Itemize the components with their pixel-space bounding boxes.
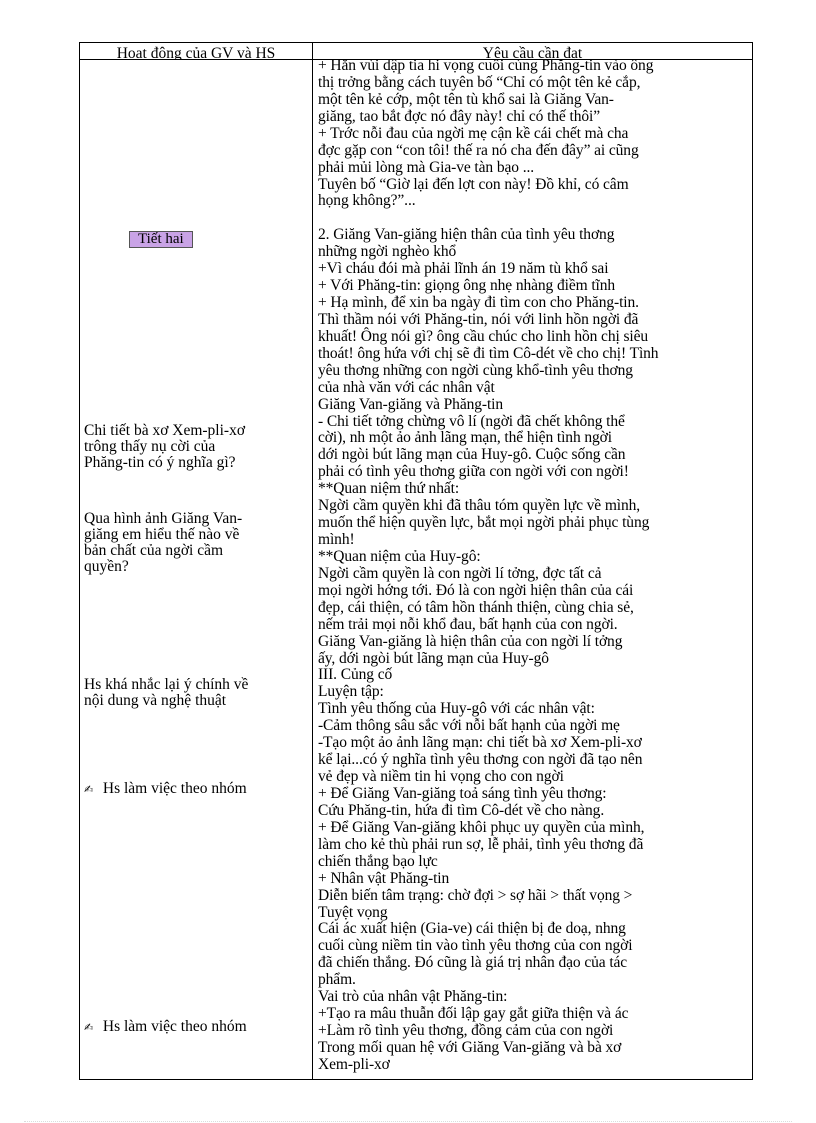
requirement-line: +Làm rõ tình yêu thơng, đồng cảm của con ngời: [318, 1022, 614, 1039]
requirement-line: + Nhân vật Phăng-tin: [318, 869, 450, 887]
requirement-line: yêu thơng những con ngời cùng khổ-tình yêu thơng: [318, 361, 633, 379]
requirement-line: + Trớc nỗi đau của ngời mẹ cận kề cái chết mà cha: [318, 124, 629, 142]
requirement-line: 2. Giăng Van-giăng hiện thân của tình yêu thơng: [318, 226, 615, 244]
requirement-line: đã chiến thắng. Đó cũng là giá trị nhân đạo của tác: [318, 954, 628, 972]
requirement-line: thoát! ông hứa với chị sẽ đi tìm Cô-dét về cho chị! Tình: [318, 344, 659, 362]
requirement-line: + Hắn vùi dập tia hi vọng cuối cùng Phăng-tin vào ông: [318, 60, 654, 74]
requirement-line: Tuyệt vọng: [318, 903, 388, 921]
requirement-line: chiến thắng bạo lực: [318, 852, 438, 870]
group-work-note: [84, 1019, 247, 1036]
requirement-line: Ngời cầm quyền khi đã thâu tóm quyền lực về mình,: [318, 497, 641, 515]
column-divider: [312, 43, 313, 1079]
requirement-line: đẹp, cái thiện, có tâm hồn thánh thiện, cùng chia sẻ,: [318, 598, 634, 616]
requirement-line: Thì thầm nói với Phăng-tin, nói với linh hồn ngời đã: [318, 310, 639, 328]
requirement-line: nếm trải mọi nỗi khổ đau, bất hạnh của con ngời.: [318, 615, 618, 633]
writing-hand-icon: ✍: [84, 1021, 94, 1034]
requirement-line: họng không?”...: [318, 192, 416, 210]
requirement-line: Xem-pli-xơ: [318, 1055, 390, 1073]
requirement-line: cời), nh một ảo ảnh lãng mạn, thể hiện tình ngời: [318, 429, 612, 447]
requirement-line: Giăng Van-giăng và Phăng-tin: [318, 395, 504, 413]
activity-column: [84, 60, 310, 1077]
requirement-line: của nhà văn với các nhân vật: [318, 378, 495, 396]
requirement-line: một tên kẻ cớp, một tên tù khổ sai là Giăng Van-: [318, 90, 614, 108]
page-edge-divider: [24, 1121, 792, 1122]
requirement-line: những ngời nghèo khổ: [318, 243, 457, 261]
question-line: giăng em hiểu thế nào về: [84, 526, 240, 543]
requirement-line: dới ngòi bút lãng mạn của Huy-gô. Cuộc sống cần: [318, 446, 626, 464]
requirement-line: Cái ác xuất hiện (Gia-ve) cái thiện bị đe doạ, nhng: [318, 920, 626, 938]
writing-hand-icon: ✍: [84, 783, 94, 796]
group-work-label: Hs làm việc theo nhóm: [102, 1018, 247, 1035]
requirement-line: + Để Giăng Van-giăng khôi phục uy quyền của mình,: [318, 818, 645, 836]
requirement-line: III. Củng cố: [318, 666, 393, 684]
requirement-line: phẩm.: [318, 971, 356, 989]
requirement-line: -Tạo một ảo ảnh lãng mạn: chi tiết bà xơ Xem-pli-xơ: [318, 734, 642, 752]
requirement-line: Diễn biến tâm trạng: chờ đợi > sợ hãi > thất vọng >: [318, 886, 633, 904]
question-line: quyền?: [84, 558, 129, 575]
requirement-line: Trong mối quan hệ với Giăng Van-giăng và bà xơ: [318, 1038, 622, 1056]
requirement-line: ấy, dới ngòi bút lãng mạn của Huy-gô: [318, 649, 549, 667]
requirement-line: phải có tình yêu thơng giữa con ngời với con ngời!: [318, 463, 629, 481]
question-line: nội dung và nghệ thuật: [84, 692, 227, 709]
requirement-line: cuối cùng niềm tin vào tình yêu thơng của con ngời: [318, 937, 633, 955]
requirement-line: thị trởng bằng cách tuyên bố “Chỉ có một tên kẻ cắp,: [318, 73, 641, 91]
group-work-label: Hs làm việc theo nhóm: [102, 780, 247, 797]
question-line: Chi tiết bà xơ Xem-pli-xơ: [84, 422, 246, 439]
header-requirements: Yêu cầu cần đạt: [482, 45, 583, 60]
requirement-line: -Cảm thông sâu sắc với nỗi bất hạnh của ngời mẹ: [318, 717, 620, 735]
requirement-line: **Quan niệm của Huy-gô:: [318, 547, 481, 565]
question-line: bản chất của ngời cầm: [84, 542, 224, 559]
requirement-line: - Chi tiết tởng chừng vô lí (ngời đã chết không thể: [318, 412, 625, 430]
requirement-line: +Tạo ra mâu thuẫn đối lập gay gắt giữa thiện và ác: [318, 1005, 629, 1023]
requirement-line: Vai trò của nhân vật Phăng-tin:: [318, 988, 508, 1006]
requirement-line: Cứu Phăng-tin, hứa đi tìm Cô-dét về cho nàng.: [318, 801, 605, 819]
requirement-line: giăng, tao bắt đợc nó đây này! chỉ có thế thôi”: [318, 107, 600, 125]
requirement-line: + Để Giăng Van-giăng toả sáng tình yêu thơng:: [318, 784, 607, 802]
requirement-line: +Vì cháu đói mà phải lĩnh án 19 năm tù khổ sai: [318, 260, 609, 278]
question-line: Phăng-tin có ý nghĩa gì?: [84, 454, 236, 471]
question-line: Qua hình ảnh Giăng Van-: [84, 510, 243, 527]
requirement-line: Luyện tập:: [318, 683, 384, 701]
group-work-note: [84, 781, 247, 798]
requirement-line: Tình yêu thống của Huy-gô với các nhân vật:: [318, 700, 595, 718]
requirement-line: muốn thể hiện quyền lực, bắt mọi ngời phải phục tùng: [318, 514, 650, 532]
requirement-line: Ngời cầm quyền là con ngời lí tởng, đợc tất cả: [318, 564, 602, 582]
header-teacher-student-activity: Hoạt động của GV và HS: [116, 45, 276, 60]
lesson-table: [79, 42, 753, 1080]
requirement-line: làm cho kẻ thù phải run sợ, lễ phải, tình yêu thơng đã: [318, 835, 644, 853]
question-line: trông thấy nụ cời của: [84, 438, 216, 455]
requirement-line: Tuyên bố “Giờ lại đến lợt con này! Đồ khỉ, có câm: [318, 175, 629, 193]
requirement-line: + Hạ mình, để xin ba ngày đi tìm con cho Phăng-tin.: [318, 294, 639, 312]
requirements-column: [318, 60, 750, 1077]
requirement-line: đợc gặp con “con tôi! thế ra nó cha đến đây” ai cũng: [318, 141, 639, 159]
requirement-line: vẻ đẹp và niềm tin hi vọng cho con ngời: [318, 768, 564, 786]
requirement-line: mọi ngời hớng tới. Đó là con ngời hiện thân của cái: [318, 581, 634, 599]
requirement-line: **Quan niệm thứ nhất:: [318, 480, 460, 498]
question-line: Hs khá nhắc lại ý chính về: [84, 676, 249, 693]
requirement-line: khuất! Ông nói gì? ông cầu chúc cho linh hồn chị siêu: [318, 327, 649, 345]
requirement-line: kể lại...có ý nghĩa tình yêu thơng con ngời đã tạo nên: [318, 751, 643, 769]
requirement-line: phải mủi lòng mà Gia-ve tàn bạo ...: [318, 158, 535, 176]
requirement-line: + Với Phăng-tin: giọng ông nhẹ nhàng điềm tĩnh: [318, 277, 616, 295]
tiet-hai-badge: Tiết hai: [129, 231, 193, 248]
requirement-line: mình!: [318, 531, 355, 549]
requirement-line: Giăng Van-giăng là hiện thân của con ngời lí tởng: [318, 632, 623, 650]
